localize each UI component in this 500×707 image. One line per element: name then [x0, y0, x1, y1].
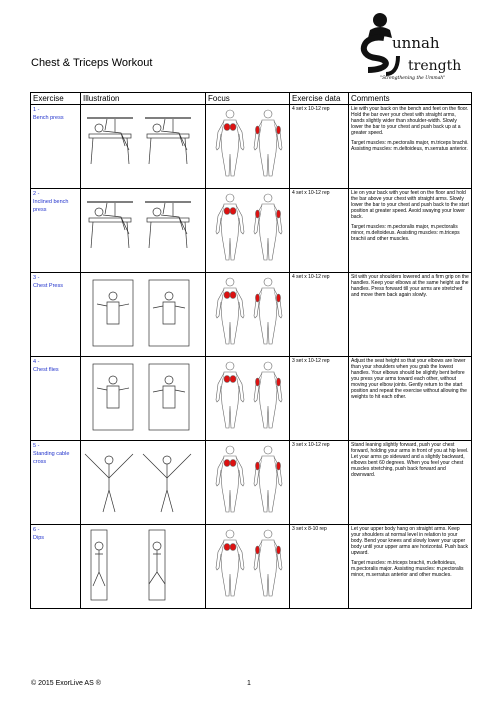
exercise-cell [31, 441, 81, 525]
footer-copyright: © 2015 ExorLive AS ® [31, 680, 101, 687]
exercise-row [31, 105, 472, 189]
exercise-illustration [83, 442, 201, 520]
logo-graphic [358, 8, 470, 78]
muscle-focus-diagram [208, 190, 288, 268]
exercise-row [31, 189, 472, 273]
focus-cell [206, 441, 290, 525]
muscle-focus-diagram [208, 274, 288, 352]
exercise-number: 3 - [33, 275, 40, 281]
illustration-cell [81, 189, 206, 273]
comments-cell [349, 525, 472, 609]
exercise-row [31, 441, 472, 525]
header-exercise-data: Exercise data [290, 93, 349, 105]
sets-reps: 3 set x 8-10 rep [292, 526, 327, 532]
exercise-instructions: Sit with your shoulders lowered and a firm grip on the handles. Keep your elbows at the same height as the handles. Press forward till your arms are stretched and move them back again slowly. [351, 274, 469, 298]
exercise-illustration [83, 106, 201, 184]
exercise-cell [31, 273, 81, 357]
exercise-data-cell [290, 525, 349, 609]
sets-reps: 4 set x 10-12 rep [292, 106, 330, 112]
page-title: Chest & Triceps Workout [31, 57, 153, 69]
exercise-data-cell [290, 441, 349, 525]
exercise-instructions: Let your upper body hang on straight arms. Keep your shoulders at normal level in relation to your body. Bend your knees and slowly lower your upper body until your upper arms are horizontal. Push back upward. [351, 526, 469, 556]
illustration-cell [81, 105, 206, 189]
illustration-cell [81, 357, 206, 441]
exercise-name-link[interactable]: Chest flies [33, 367, 59, 373]
exercise-name-link[interactable]: Standing cable cross [33, 451, 70, 465]
muscle-focus-diagram [208, 106, 288, 184]
comments-cell [349, 189, 472, 273]
exercise-cell [31, 105, 81, 189]
footer-page-number: 1 [247, 680, 251, 687]
exercise-row [31, 273, 472, 357]
exercise-data-cell [290, 189, 349, 273]
exercise-name-link[interactable]: Inclined bench press [33, 199, 69, 213]
sets-reps: 3 set x 10-12 rep [292, 358, 330, 364]
focus-cell [206, 105, 290, 189]
comments-cell [349, 357, 472, 441]
logo-tagline: "Strengthening the Ummah" [380, 76, 446, 81]
exercise-number: 6 - [33, 527, 40, 533]
comments-cell [349, 105, 472, 189]
focus-cell [206, 189, 290, 273]
exercise-cell [31, 525, 81, 609]
exercise-illustration [83, 274, 201, 352]
header-focus: Focus [206, 93, 290, 105]
exercise-row [31, 525, 472, 609]
sunnah-strength-logo [358, 8, 470, 86]
exercise-illustration [83, 190, 201, 268]
comments-cell [349, 273, 472, 357]
header-exercise: Exercise [31, 93, 81, 105]
exercise-row [31, 357, 472, 441]
exercise-number: 1 - [33, 107, 40, 113]
exercise-table [30, 92, 472, 609]
exercise-data-cell [290, 105, 349, 189]
svg-text:unnah: unnah [392, 34, 440, 52]
exercise-name-link[interactable]: Bench press [33, 115, 64, 121]
focus-cell [206, 525, 290, 609]
exercise-instructions: Adjust the seat height so that your elbows are lower than your shoulders when you grab the lowest handles. Your elbows should be slightly bent before you press your arms toward each other, without moving your elbow joints. Gently return to the start position and repeat the exercise without allowing the weights to hit each other. [351, 358, 467, 400]
exercise-data-cell [290, 273, 349, 357]
header-comments: Comments [349, 93, 472, 105]
illustration-cell [81, 273, 206, 357]
svg-text:trength: trength [408, 58, 462, 74]
sets-reps: 3 set x 10-12 rep [292, 442, 330, 448]
exercise-number: 5 - [33, 443, 40, 449]
focus-cell [206, 273, 290, 357]
table-header-row [31, 93, 472, 105]
exercise-name-link[interactable]: Dips [33, 535, 45, 541]
muscle-focus-diagram [208, 526, 288, 604]
muscle-focus-diagram [208, 358, 288, 436]
target-muscles: Target muscles: m.pectoralis major, m.pectoralis minor, m.deltoideus. Assisting muscles: m.triceps brachii and other muscles. [351, 224, 460, 242]
exercise-illustration [83, 358, 201, 436]
muscle-focus-diagram [208, 442, 288, 520]
exercise-cell [31, 189, 81, 273]
target-muscles: Target muscles: m.pectoralis major, m.triceps brachii. Assisting muscles: m.deltoideus, m.serratus anterior. [351, 140, 469, 152]
exercise-instructions: Lie on your back with your feet on the floor and hold the bar above your chest with straight arms. Slowly lower the bar to your chest and push back to the start position at greater speed. Avoid swaying your lower back. [351, 190, 469, 220]
sets-reps: 4 set x 10-12 rep [292, 274, 330, 280]
exercise-illustration [83, 526, 201, 604]
exercise-number: 4 - [33, 359, 40, 365]
focus-cell [206, 357, 290, 441]
exercise-instructions: Stand leaning slightly forward, push your chest forward, holding your arms in front of you at hip level. Let your arms go sideward and a slightly backward, elbows bent 60 degrees. When you feel your chest muscles stretching, push back forward and downward. [351, 442, 469, 478]
exercise-name-link[interactable]: Chest Press [33, 283, 63, 289]
illustration-cell [81, 441, 206, 525]
sets-reps: 4 set x 10-12 rep [292, 190, 330, 196]
exercise-cell [31, 357, 81, 441]
exercise-data-cell [290, 357, 349, 441]
exercise-instructions: Lie with your back on the bench and feet on the floor. Hold the bar over your chest with straight arms, hands slightly wider than shoulder-width. Slowly lower the bar to your chest and push back up at a greater speed. [351, 106, 469, 136]
header-illustration: Illustration [81, 93, 206, 105]
target-muscles: Target muscles: m.triceps brachii, m.deltoideus, m.pectoralis major. Assisting muscles: m.pectoralis minor, m.serratus anterior and other muscles. [351, 560, 464, 578]
illustration-cell [81, 525, 206, 609]
exercise-number: 2 - [33, 191, 40, 197]
comments-cell [349, 441, 472, 525]
